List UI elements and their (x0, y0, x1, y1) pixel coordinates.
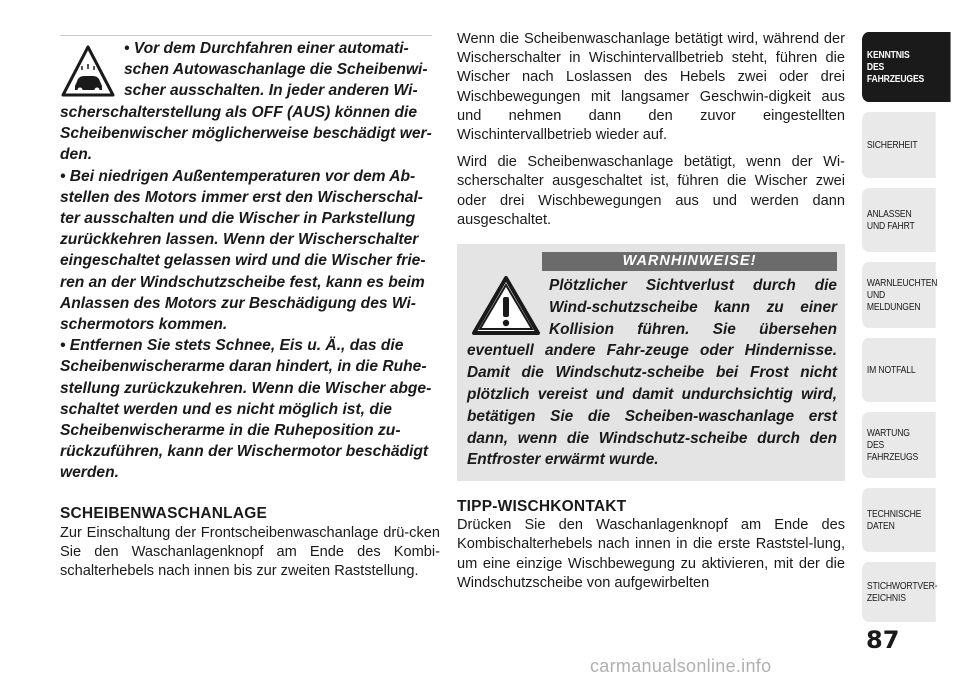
right-column (457, 30, 845, 593)
page-number: 87 (866, 626, 900, 654)
section-body-tipp: Drücken Sie den Waschanlagenknopf am Ende des Kombischalterhebels nach innen in die erste Raststel-lung, um eine einzige Wischbewegung zu aktivieren, mit der die Windschutzscheibe von aufgewirbelten (457, 517, 845, 591)
chapter-sidebar (862, 0, 960, 678)
caution-line-6: den. (60, 146, 93, 164)
caution-line-16: Scheibenwischerarme daran hindert, in die Ruhe- (60, 358, 427, 376)
tab-anlassen-und-fahrt[interactable]: ANLASSEN UND FAHRT (862, 188, 936, 252)
tab-technische-daten[interactable]: TECHNISCHE DATEN (862, 488, 936, 552)
left-column (60, 35, 440, 581)
caution-line-9: ter ausschalten und die Wischer in Parkstellung (60, 210, 416, 228)
paragraph-ausgeschaltet: Wird die Scheibenwaschanlage betätigt, wenn der Wi-scherschalter ausgeschaltet ist, führen die Wischer zwei oder drei Wischbewegungen aus und werden dann ausgeschaltet. (457, 154, 845, 228)
warning-text: Plötzlicher Sichtverlust durch die Wind-schutzscheibe kann zu einer Kollision führen. Sie übersehen eventuell andere Fahr-zeuge oder Hindernisse. Damit die Windschutz-scheibe bei Frost nicht plötzlich vereist und damit undurchsichtig wird, betätigen Sie die Scheiben-waschanlage erst dann, wenn die Windschutz-scheibe durch den Entfroster erwärmt wurde. (467, 277, 837, 469)
warning-triangle-icon (471, 275, 541, 337)
caution-line-4: scherschalterstellung als OFF (AUS) können die (60, 104, 418, 121)
caution-line-5: Scheibenwischer möglicherweise beschädigt wer- (60, 125, 432, 143)
car-wash-caution-icon (60, 44, 116, 100)
watermark: carmanualsonline.info (590, 656, 772, 676)
caution-line-14: schermotors kommen. (60, 316, 228, 334)
warning-box (457, 244, 845, 481)
caution-line-1: • Vor dem Durchfahren einer automati- (124, 40, 409, 57)
warning-header: WARNHINWEISE! (542, 252, 837, 271)
tab-warnleuchten-und-meldungen[interactable]: WARNLEUCHTEN UND MELDUNGEN (862, 262, 936, 328)
caution-line-19: Scheibenwischerarme in die Ruheposition zu- (60, 422, 401, 440)
caution-line-10: zurückkehren lassen. Wenn der Wischerschalter (60, 231, 419, 249)
caution-line-2: schen Autowaschanlage die Scheibenwi- (124, 61, 428, 79)
tab-im-notfall[interactable]: IM NOTFALL (862, 338, 936, 402)
caution-line-20: rückzuführen, kann der Wischermotor beschädigt (60, 443, 429, 461)
caution-line-8: stellen des Motors immer erst den Wischerschal- (60, 188, 423, 206)
section-title-waschanlage: SCHEIBENWASCHANLAGE (60, 504, 268, 522)
caution-line-17: stellung zurückzukehren. Wenn die Wischer abge- (60, 379, 432, 397)
tab-kenntnis-des-fahrzeuges[interactable]: KENNTNIS DES FAHRZEUGES (862, 32, 951, 102)
tab-stichwortverzeichnis[interactable]: STICHWORTVER- ZEICHNIS (862, 562, 936, 622)
caution-line-7: • Bei niedrigen Außentemperaturen vor dem Ab- (60, 167, 416, 185)
caution-divider (60, 35, 432, 36)
caution-line-11: eingeschaltet gelassen wird und die Wischer frie- (60, 252, 426, 270)
caution-line-21: werden. (60, 464, 119, 482)
paragraph-intervall: Wenn die Scheibenwaschanlage betätigt wird, während der Wischerschalter in Wischintervallbetrieb steht, führen die Wischer nach Loslassen des Hebels zwei oder drei Wischbewegungen mit langsamer Geschwin-digkeit aus und nehmen dann den zuvor eingestellten Wischintervallbetrieb wieder auf. (457, 31, 845, 144)
caution-line-3: scher ausschalten. In jeder anderen Wi- (124, 82, 418, 100)
caution-block (60, 38, 440, 484)
caution-line-15: • Entfernen Sie stets Schnee, Eis u. Ä., das die (60, 337, 404, 355)
section-title-tipp: TIPP-WISCHKONTAKT (457, 498, 627, 516)
caution-line-13: Anlassen des Motors zur Beschädigung des Wi- (60, 294, 416, 312)
tab-wartung-des-fahrzeugs[interactable]: WARTUNG DES FAHRZEUGS (862, 412, 936, 478)
tab-sicherheit[interactable]: SICHERHEIT (862, 112, 936, 178)
caution-line-18: schaltet werden und es nicht möglich ist, die (60, 400, 392, 418)
caution-line-12: ren an der Windschutzscheibe fest, kann es beim (60, 273, 425, 291)
section-body-waschanlage: Zur Einschaltung der Frontscheibenwaschanlage drü-cken Sie den Waschanlagenknopf am Ende des Kombi-schalterhebels nach innen bis zur zweiten Raststellung. (60, 524, 440, 580)
